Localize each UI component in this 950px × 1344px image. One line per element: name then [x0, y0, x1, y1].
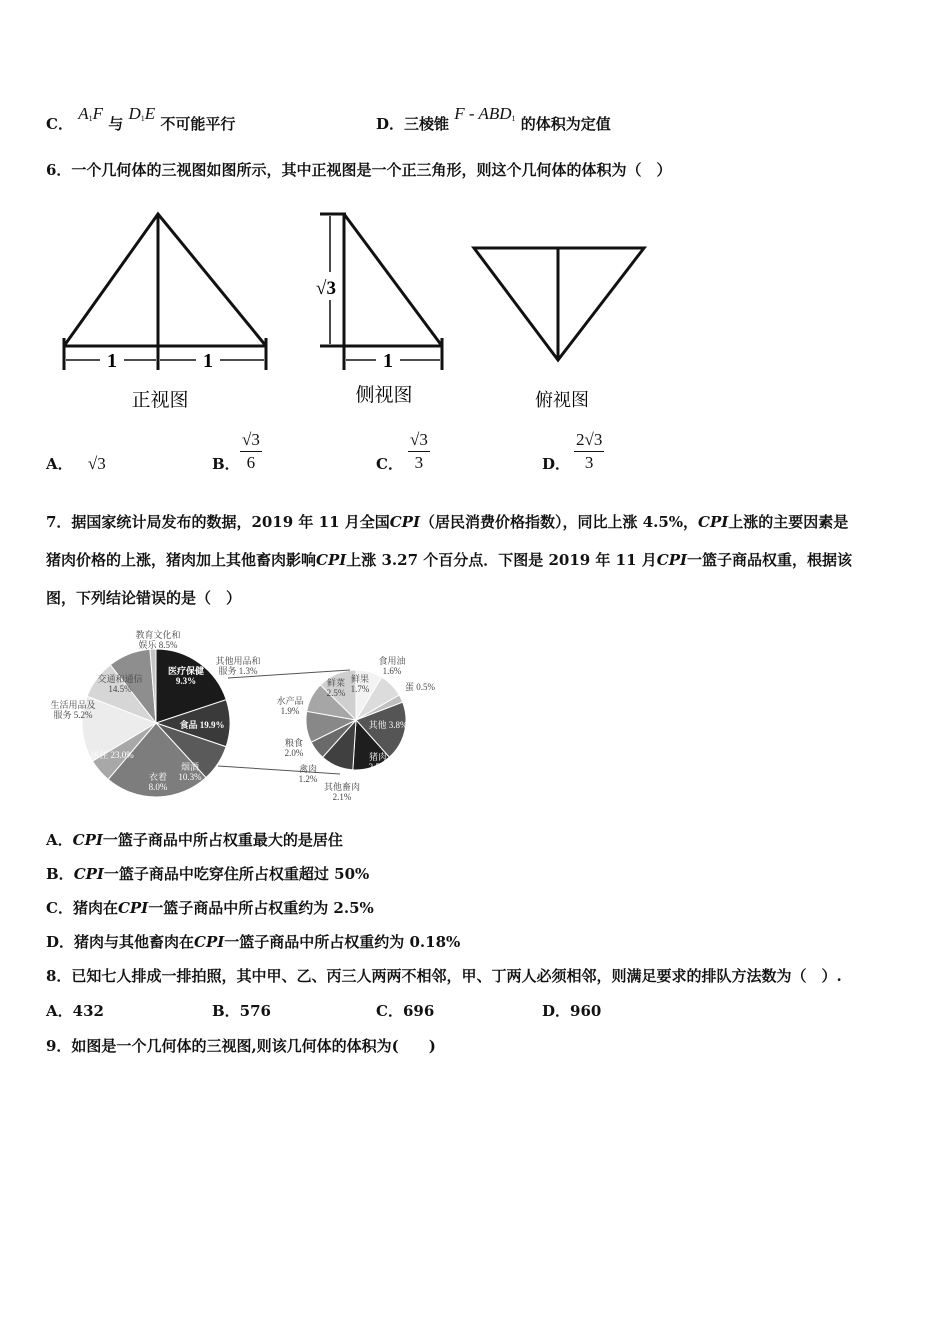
main-pie-label-4: 生活用品及服务 5.2%: [50, 700, 96, 720]
q7-stem-line1: 7．据国家统计局发布的数据，2019 年 11 月全国CPI（居民消费价格指数），同比上涨 4.5%，CPI上涨的主要因素是: [46, 513, 849, 531]
pie-connector-line-1: [218, 766, 340, 774]
main-pie-label-2: 衣着 8.0%: [148, 772, 168, 792]
food-pie-label-9: 鲜菜 2.5%: [326, 678, 346, 698]
q5-c-label: C．: [46, 115, 73, 133]
cpi-weight-pie-chart: [40, 620, 460, 810]
q8-option-a[interactable]: A．432: [46, 1002, 104, 1020]
main-pie-label-6: 教育文化和娱乐 8.5%: [135, 630, 181, 650]
q6-a-value: √3: [87, 454, 106, 473]
q5-d-label: D．三棱锥: [376, 115, 450, 133]
side-view: [320, 214, 442, 370]
q5-c-tail: 不可能平行: [160, 115, 236, 133]
main-pie-label-3: 居住 23.0%: [90, 750, 134, 760]
q5-d-tail: 的体积为定值: [520, 115, 611, 133]
q6-option-d-fraction: 2√3 3: [576, 430, 603, 472]
food-pie-label-1: 食用油 1.6%: [378, 656, 406, 676]
q7-option-a[interactable]: A．CPI一篮子商品中所占权重最大的是居住: [46, 831, 343, 849]
food-pie-label-8: 水产品 1.9%: [276, 696, 304, 716]
q5-option-d[interactable]: [376, 104, 611, 139]
q7-option-b[interactable]: B．CPI一篮子商品中吃穿住所占权重超过 50%: [46, 865, 370, 883]
side-dimension: [330, 216, 440, 360]
food-pie-label-0: 鲜果 1.7%: [350, 674, 370, 694]
q6-stem: 6．一个几何体的三视图如图所示，其中正视图是一个正三角形，则这个几何体的体积为（ ）: [46, 161, 672, 179]
food-pie-label-7: 粮食 2.0%: [284, 738, 304, 758]
front-dim-right: 1: [203, 350, 213, 372]
q7-stem-line2: 猪肉价格的上涨，猪肉加上其他畜肉影响CPI上涨 3.27 个百分点．下图是 2019 年 11 月CPI一篮子商品权重，根据该: [46, 551, 852, 569]
q6-option-c-fraction: √3 3: [410, 430, 428, 472]
q5-option-c[interactable]: [46, 104, 236, 139]
q6-a-label: A．: [46, 455, 73, 473]
q5-d-math: F - $ABD_1$: [454, 104, 516, 123]
main-pie-label-5: 交通和通信 14.5%: [97, 674, 143, 694]
top-view: [474, 248, 644, 360]
main-pie-label-1: 烟酒 10.3%: [178, 762, 202, 782]
q6-option-a[interactable]: [46, 454, 106, 474]
food-pie-label-6: 禽肉 1.2%: [298, 764, 318, 784]
q5-c-mid: 与: [108, 115, 124, 133]
food-pie-label-4: 猪肉 2.5%: [368, 752, 388, 772]
side-dim-one: 1: [383, 350, 393, 372]
front-view: [64, 214, 266, 370]
q7-stem-line3: 图，下列结论错误的是（ ）: [46, 589, 242, 607]
main-pie-label-8: 其他用品和服务 1.3%: [215, 656, 261, 676]
q5-c-math-d1e: $D_1E$: [128, 104, 156, 123]
food-pie-label-3: 其他 3.8%: [368, 720, 408, 730]
q7-option-c[interactable]: C．猪肉在CPI一篮子商品中所占权重约为 2.5%: [46, 899, 374, 917]
q8-option-d[interactable]: D．960: [542, 1002, 602, 1020]
top-view-label: 俯视图: [535, 390, 589, 410]
q6-option-b-label[interactable]: B．: [212, 455, 240, 473]
q8-option-c[interactable]: C．696: [376, 1002, 435, 1020]
q8-stem: 8．已知七人排成一排拍照，其中甲、乙、丙三人两两不相邻，甲、丁两人必须相邻，则满足要求的排队方法数为（ ）.: [46, 967, 842, 985]
q6-option-b-fraction: √3 6: [242, 430, 260, 472]
q6-option-d-label[interactable]: D．: [542, 455, 571, 473]
q6-three-views-figure: [50, 200, 670, 420]
side-dim-sqrt3: √3: [316, 278, 336, 299]
food-pie-label-2: 蛋 0.5%: [405, 682, 435, 692]
q7-option-d[interactable]: D．猪肉与其他畜肉在CPI一篮子商品中所占权重约为 0.18%: [46, 933, 461, 951]
main-pie-label-0: 食品 19.9%: [179, 720, 225, 730]
front-view-label: 正视图: [131, 390, 189, 411]
side-view-label: 侧视图: [355, 385, 413, 406]
front-dim-left: 1: [107, 350, 117, 372]
q9-stem: 9．如图是一个几何体的三视图,则该几何体的体积为( ): [46, 1037, 436, 1055]
q5-c-math-a1f: $A_1F$: [78, 104, 103, 123]
main-pie-label-7: 医疗保健 9.3%: [167, 666, 205, 686]
food-pie-label-5: 其他畜肉 2.1%: [323, 782, 361, 802]
q6-option-c-label[interactable]: C．: [376, 455, 403, 473]
q8-option-b[interactable]: B．576: [212, 1002, 271, 1020]
